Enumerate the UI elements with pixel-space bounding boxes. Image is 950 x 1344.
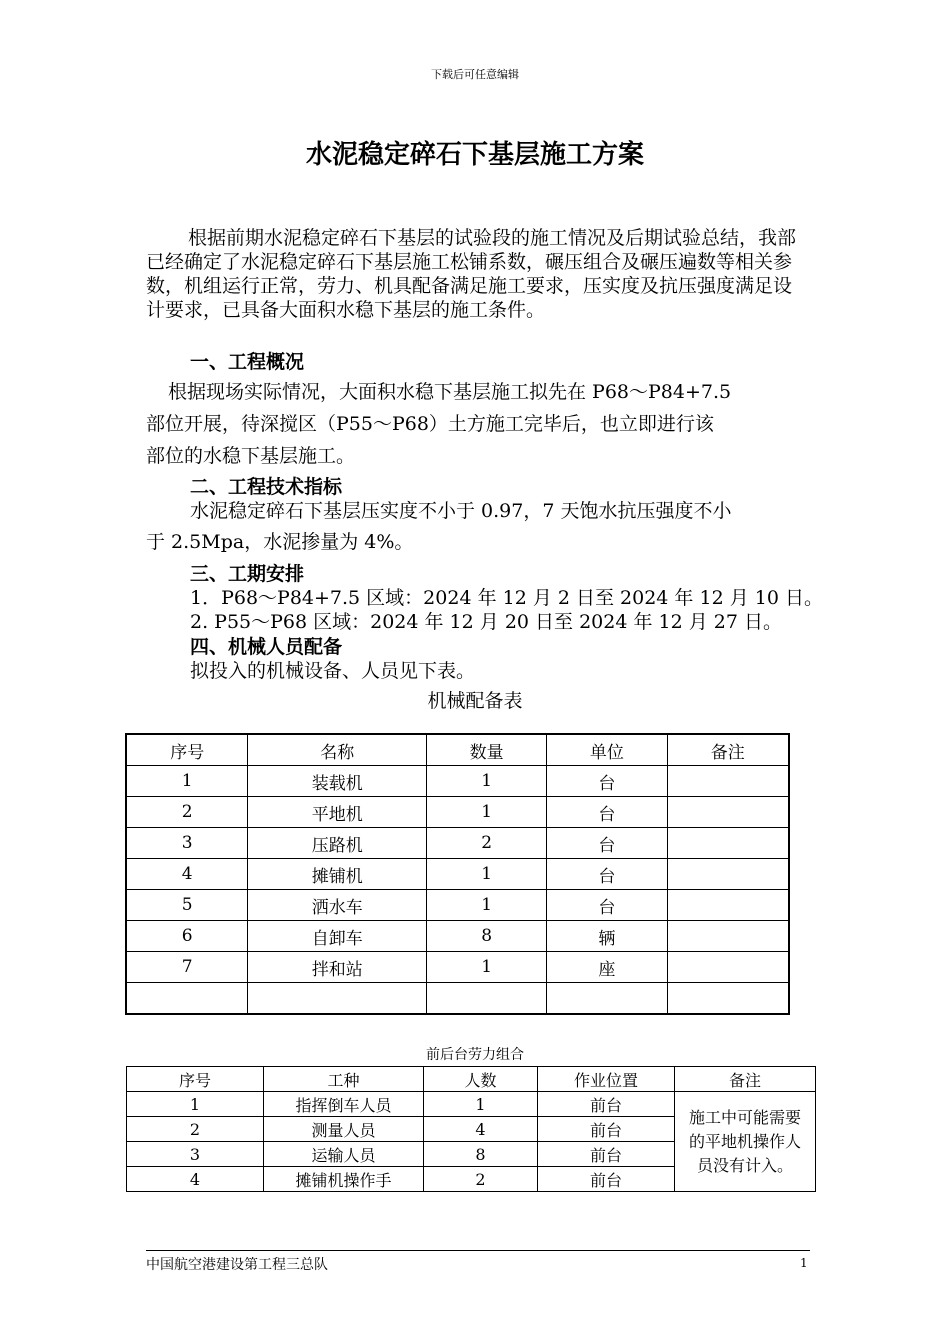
table-cell: 1 xyxy=(427,766,547,797)
table-cell: 摊铺机 xyxy=(248,859,427,890)
header-cell: 备注 xyxy=(667,734,789,766)
page-number: 1 xyxy=(800,1256,808,1270)
table-row xyxy=(126,859,789,890)
intro-paragraph: 根据前期水泥稳定碎石下基层的试验段的施工情况及后期试验总结，我部已经确定了水泥稳定碎石下基层施工松铺系数，碾压组合及碾压遍数等相关参数，机组运行正常，劳力、机具配备满足施工要求，压实度及抗压强度满足设计要求，已具备大面积水稳下基层的施工条件。 xyxy=(146,227,797,321)
table-cell: 运输人员 xyxy=(264,1142,424,1167)
specs-line-2: 于 2.5Mpa，水泥掺量为 4%。 xyxy=(146,531,414,553)
table-cell: 1 xyxy=(427,859,547,890)
header-cell: 单位 xyxy=(547,734,667,766)
table-cell: 6 xyxy=(126,921,248,952)
table-cell: 1 xyxy=(127,1092,264,1117)
table-cell: 4 xyxy=(424,1117,538,1142)
table-cell: 指挥倒车人员 xyxy=(264,1092,424,1117)
table-cell: 4 xyxy=(127,1167,264,1192)
table-cell: 2 xyxy=(126,797,248,828)
table-cell: 2 xyxy=(427,828,547,859)
table-cell: 4 xyxy=(126,859,248,890)
labor-table xyxy=(126,1066,816,1192)
table-row xyxy=(126,952,789,983)
table-cell xyxy=(667,921,789,952)
table-cell: 前台 xyxy=(538,1117,675,1142)
table-row xyxy=(126,983,789,1015)
section-heading-overview: 一、工程概况 xyxy=(190,351,305,373)
table-row xyxy=(126,921,789,952)
table-cell xyxy=(427,983,547,1015)
section-heading-specs: 二、工程技术指标 xyxy=(190,476,343,498)
table-cell: 拌和站 xyxy=(248,952,427,983)
header-note: 下载后可任意编辑 xyxy=(431,68,519,81)
section-heading-schedule: 三、工期安排 xyxy=(190,563,305,585)
table-cell: 洒水车 xyxy=(248,890,427,921)
table-cell: 前台 xyxy=(538,1092,675,1117)
table-cell: 装载机 xyxy=(248,766,427,797)
table-row xyxy=(126,797,789,828)
table-cell: 5 xyxy=(126,890,248,921)
table-header-row xyxy=(126,734,789,766)
machine-table xyxy=(125,733,790,1015)
table-cell xyxy=(667,952,789,983)
table-cell xyxy=(248,983,427,1015)
table-cell: 前台 xyxy=(538,1142,675,1167)
machine-table-caption: 机械配备表 xyxy=(427,690,523,712)
table-row xyxy=(126,890,789,921)
table-cell: 1 xyxy=(427,890,547,921)
overview-line-1: 根据现场实际情况，大面积水稳下基层施工拟先在 P68～P84+7.5 xyxy=(168,381,732,403)
header-cell: 作业位置 xyxy=(538,1067,675,1092)
schedule-line-1: 1．P68～P84+7.5 区域：2024 年 12 月 2 日至 2024 年 12 月 10 日。 xyxy=(190,587,823,609)
table-cell: 台 xyxy=(547,797,667,828)
table-cell: 平地机 xyxy=(248,797,427,828)
table-header-row xyxy=(127,1067,816,1092)
table-cell: 7 xyxy=(126,952,248,983)
table-cell xyxy=(667,890,789,921)
table-cell xyxy=(547,983,667,1015)
table-cell: 2 xyxy=(127,1117,264,1142)
overview-line-3: 部位的水稳下基层施工。 xyxy=(146,445,356,467)
remark-cell: 施工中可能需要的平地机操作人员没有计入。 xyxy=(675,1092,816,1192)
table-cell: 台 xyxy=(547,859,667,890)
schedule-line-2: 2. P55～P68 区域：2024 年 12 月 20 日至 2024 年 12 月 27 日。 xyxy=(190,611,782,633)
section-heading-resources: 四、机械人员配备 xyxy=(190,636,343,658)
labor-table-caption: 前后台劳力组合 xyxy=(426,1047,524,1063)
table-cell xyxy=(126,983,248,1015)
table-cell: 台 xyxy=(547,828,667,859)
table-cell: 8 xyxy=(424,1142,538,1167)
table-cell xyxy=(667,859,789,890)
table-cell: 台 xyxy=(547,890,667,921)
header-cell: 序号 xyxy=(126,734,248,766)
table-row xyxy=(126,828,789,859)
table-cell xyxy=(667,797,789,828)
footer-divider xyxy=(146,1250,810,1251)
header-cell: 数量 xyxy=(427,734,547,766)
table-cell: 摊铺机操作手 xyxy=(264,1167,424,1192)
table-cell: 压路机 xyxy=(248,828,427,859)
table-cell: 1 xyxy=(427,952,547,983)
table-cell: 台 xyxy=(547,766,667,797)
resources-line: 拟投入的机械设备、人员见下表。 xyxy=(190,660,476,682)
table-cell: 1 xyxy=(427,797,547,828)
table-cell xyxy=(667,983,789,1015)
specs-line-1: 水泥稳定碎石下基层压实度不小于 0.97，7 天饱水抗压强度不小 xyxy=(190,500,732,522)
table-cell: 前台 xyxy=(538,1167,675,1192)
table-cell: 8 xyxy=(427,921,547,952)
header-cell: 工种 xyxy=(264,1067,424,1092)
table-row xyxy=(127,1092,816,1117)
table-cell: 1 xyxy=(424,1092,538,1117)
table-row xyxy=(126,766,789,797)
table-cell: 1 xyxy=(126,766,248,797)
table-cell: 2 xyxy=(424,1167,538,1192)
table-cell: 座 xyxy=(547,952,667,983)
table-cell xyxy=(667,828,789,859)
table-cell: 自卸车 xyxy=(248,921,427,952)
overview-line-2: 部位开展，待深搅区（P55～P68）土方施工完毕后，也立即进行该 xyxy=(146,413,714,435)
table-cell: 测量人员 xyxy=(264,1117,424,1142)
header-cell: 人数 xyxy=(424,1067,538,1092)
header-cell: 名称 xyxy=(248,734,427,766)
footer-org: 中国航空港建设第工程三总队 xyxy=(146,1257,328,1273)
table-cell: 3 xyxy=(127,1142,264,1167)
header-cell: 序号 xyxy=(127,1067,264,1092)
table-cell: 辆 xyxy=(547,921,667,952)
table-cell: 3 xyxy=(126,828,248,859)
page-title: 水泥稳定碎石下基层施工方案 xyxy=(305,140,644,170)
table-cell xyxy=(667,766,789,797)
header-cell: 备注 xyxy=(675,1067,816,1092)
